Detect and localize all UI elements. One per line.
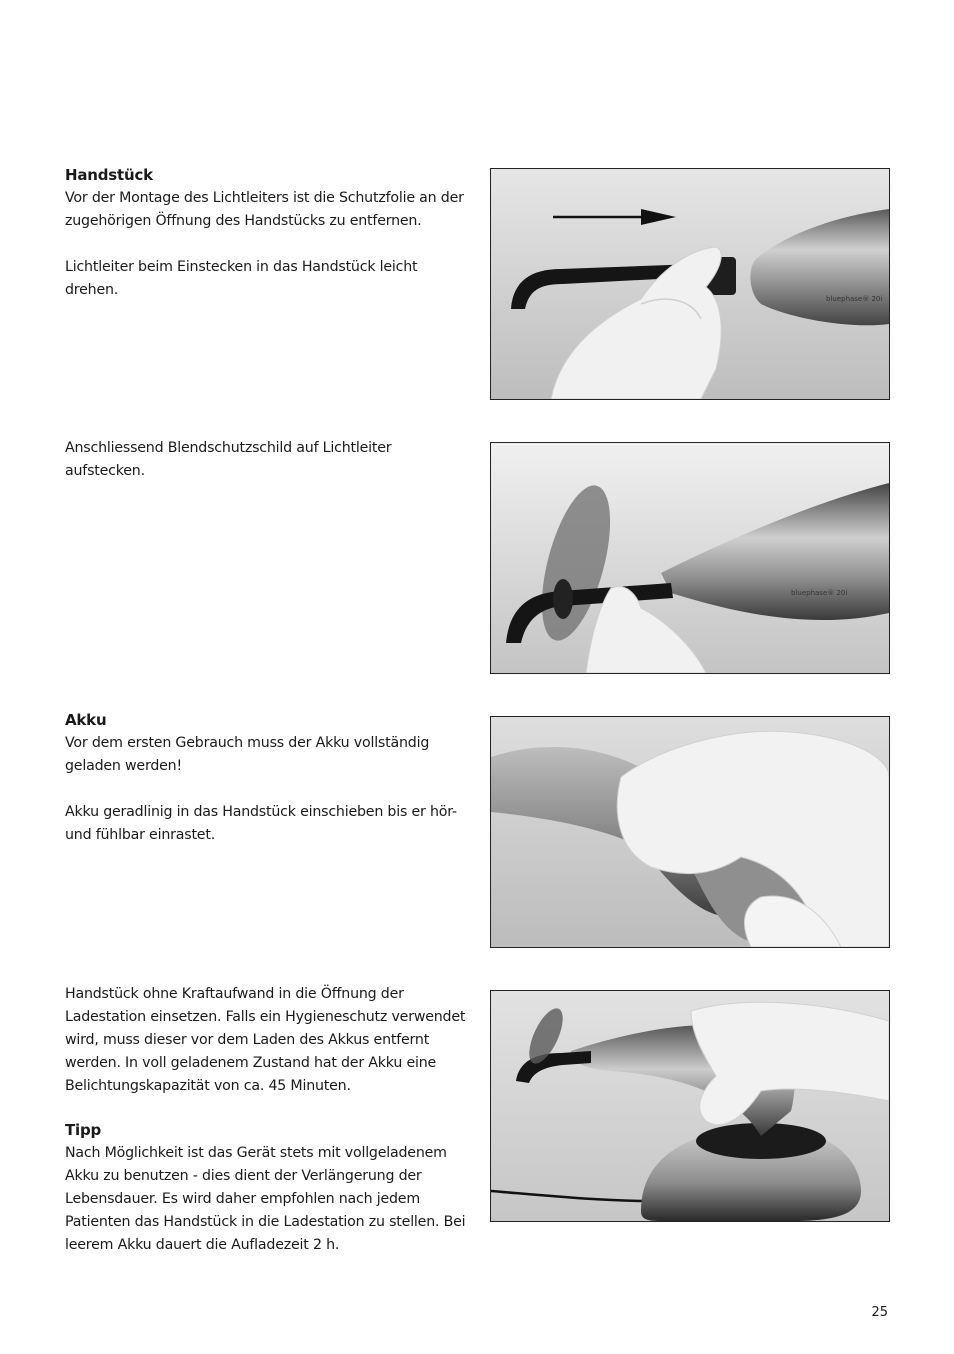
- paragraph-tipp: Nach Möglichkeit ist das Gerät stets mit vollgeladenem Akku zu benutzen - dies dient der Verlängerung der Lebensdauer. Es wird daher empfohlen nach jedem Patienten das Handstück in die Ladestation zu stellen. Bei leerem Akku dauert die Aufladezeit 2 h.: [65, 1145, 466, 1253]
- heading-akku: Akku: [65, 711, 107, 729]
- section-akku: [65, 709, 470, 847]
- section-blendschutz: [65, 437, 470, 483]
- heading-tipp: Tipp: [65, 1121, 102, 1139]
- paragraph-blendschutzschild: Anschliessend Blendschutzschild auf Lichtleiter aufstecken.: [65, 440, 392, 479]
- paragraph-akku-laden: Vor dem ersten Gebrauch muss der Akku vollständig geladen werden!: [65, 735, 430, 774]
- paragraph-schutzfolie: Vor der Montage des Lichtleiters ist die Schutzfolie an der zugehörigen Öffnung des Handstücks zu entfernen.: [65, 190, 464, 229]
- section-handstueck: [65, 164, 470, 302]
- paragraph-lichtleiter-drehen: Lichtleiter beim Einstecken in das Handstück leicht drehen.: [65, 259, 418, 298]
- brand-label: bluephase® 20i: [826, 295, 883, 303]
- photo-lichtleiter-einstecken: [490, 168, 890, 400]
- section-ladestation: [65, 983, 470, 1098]
- paragraph-akku-einschieben: Akku geradlinig in das Handstück einschieben bis er hör- und fühlbar einrastet.: [65, 804, 457, 843]
- heading-handstueck: Handstück: [65, 166, 153, 184]
- brand-label-2: bluephase® 20i: [791, 589, 848, 597]
- photo-blendschutzschild: [490, 442, 890, 674]
- photo-akku-einschieben: [490, 716, 890, 948]
- section-tipp: [65, 1119, 470, 1257]
- photo-ladestation: [490, 990, 890, 1222]
- paragraph-ladestation: Handstück ohne Kraftaufwand in die Öffnung der Ladestation einsetzen. Falls ein Hygieneschutz verwendet wird, muss dieser vor dem Laden des Akkus entfernt werden. In voll geladenem Zustand hat der Akku eine Belichtungskapazität von ca. 45 Minuten.: [65, 986, 466, 1094]
- page-number: 25: [871, 1305, 888, 1320]
